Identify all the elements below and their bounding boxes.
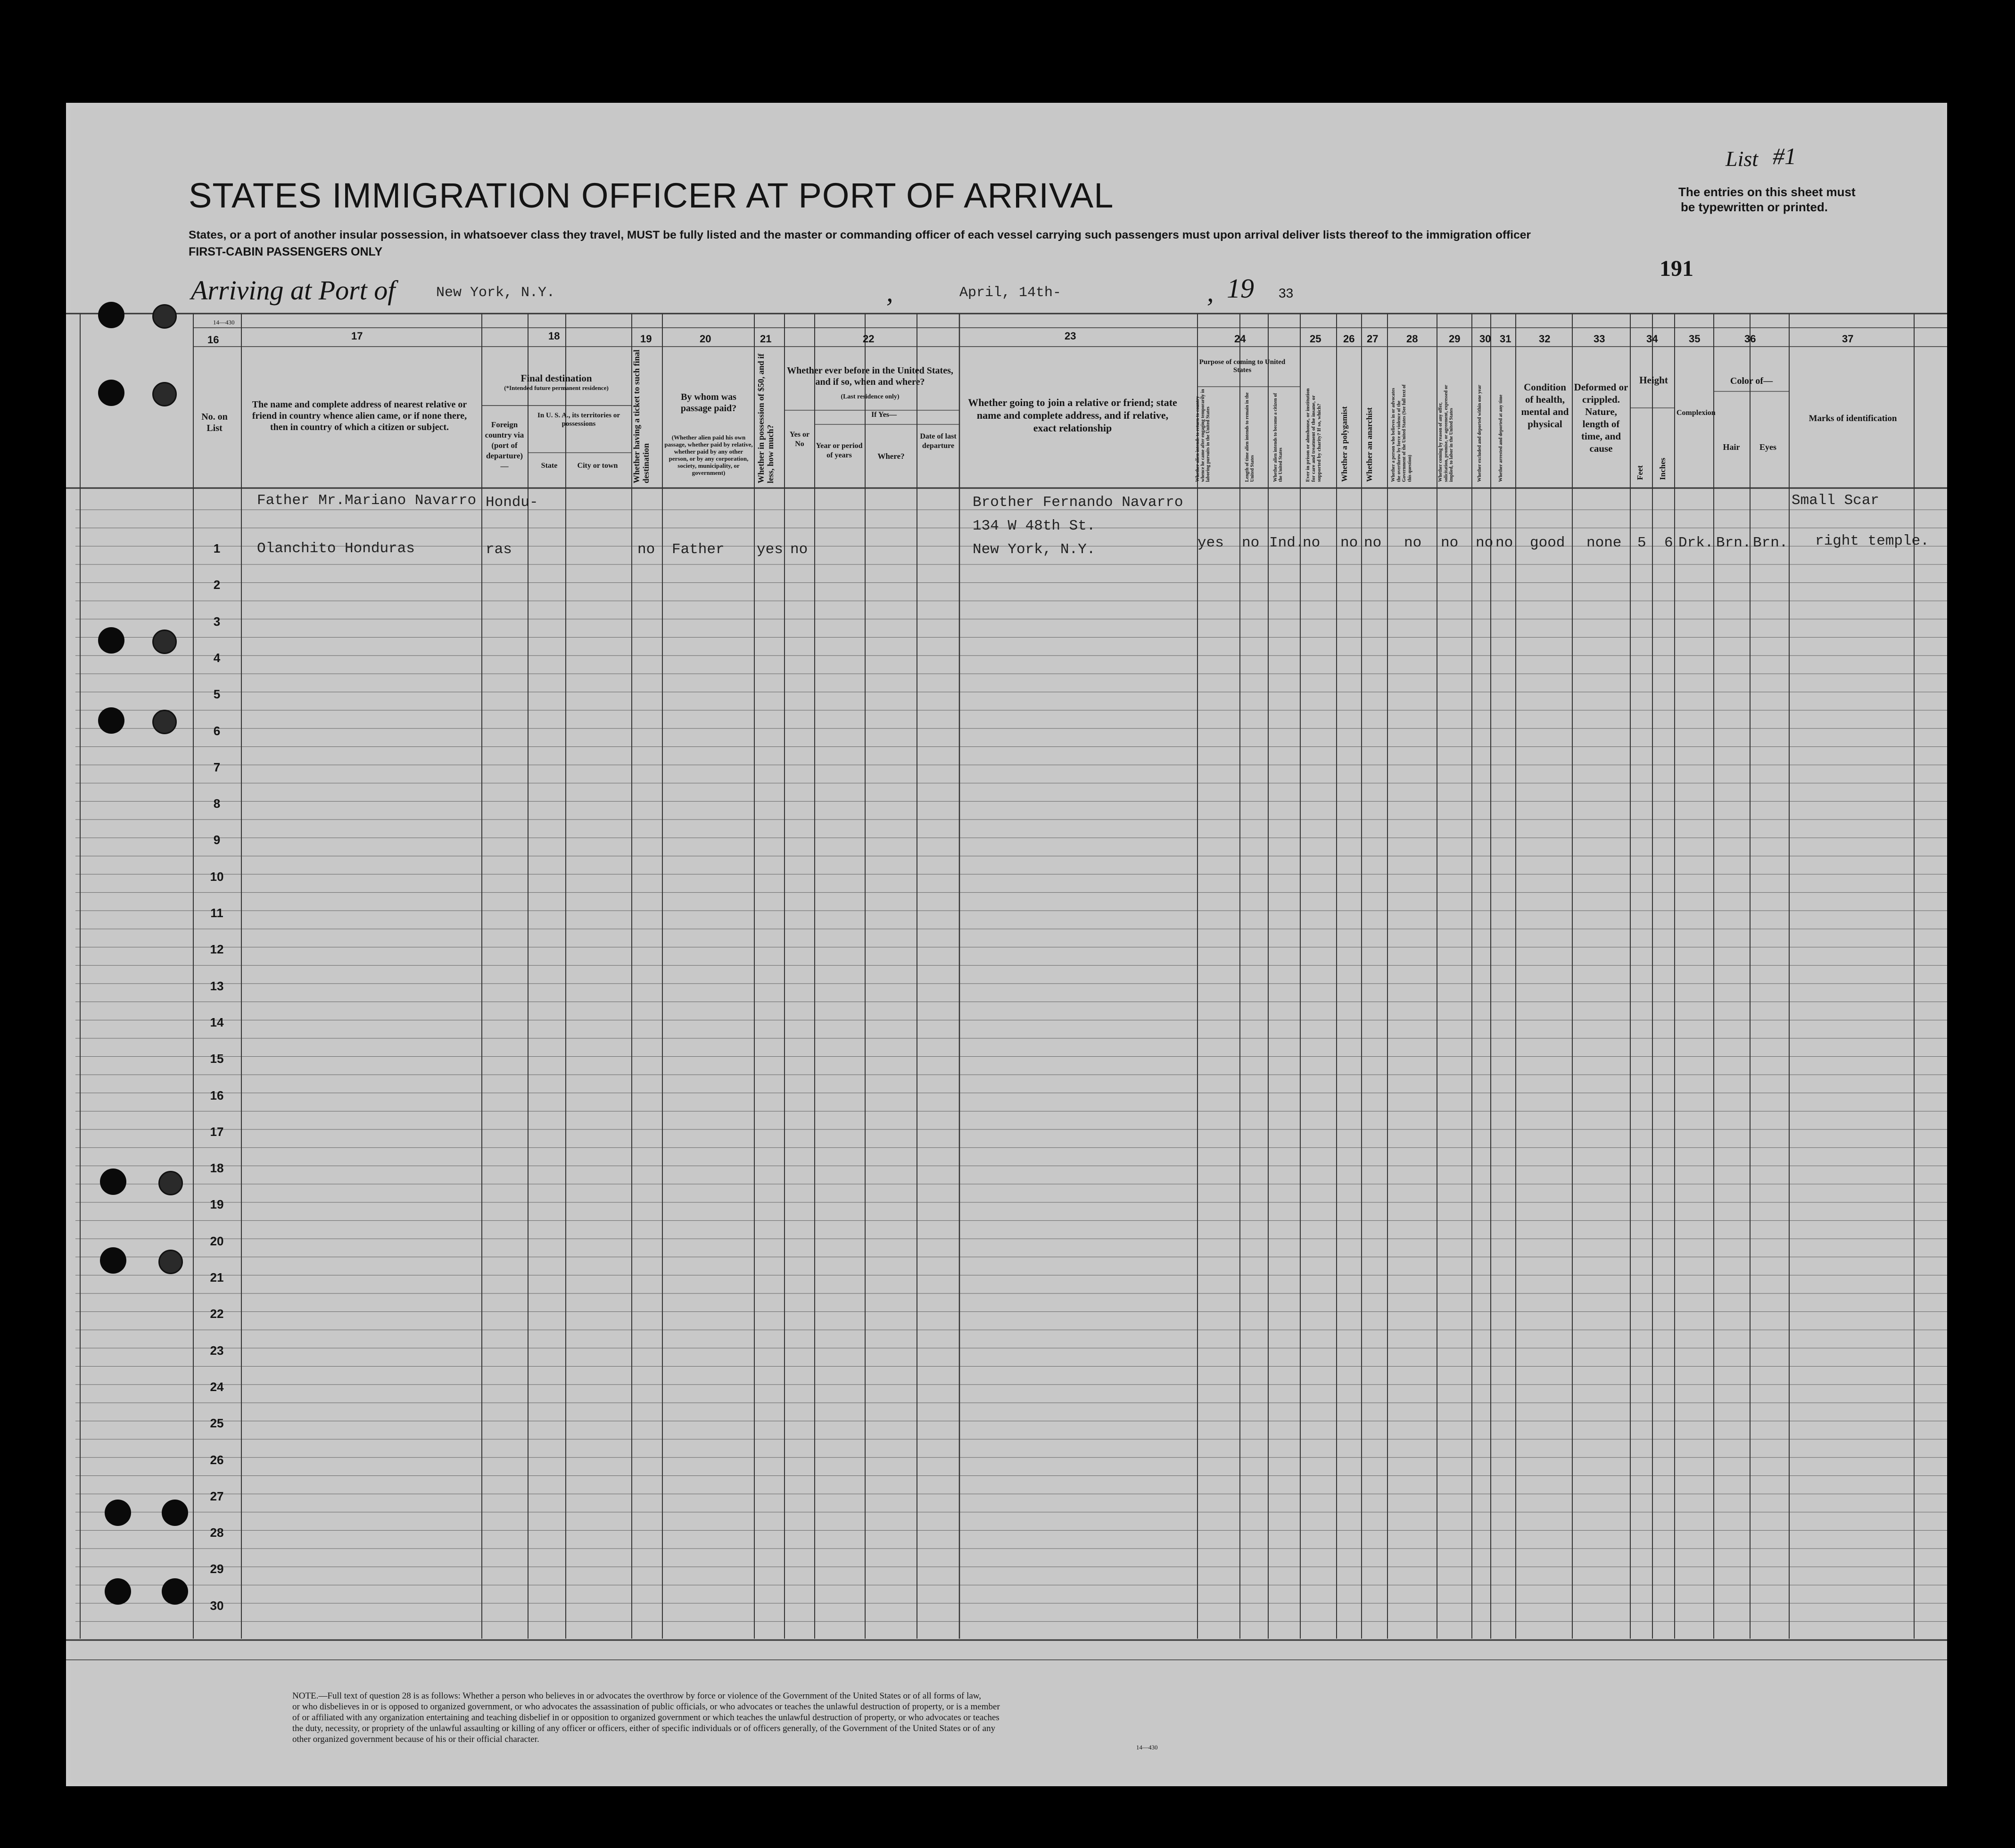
row-number: 22	[210, 1307, 224, 1321]
entry-return-intent: yes	[1197, 535, 1224, 551]
hdr-hair: Hair	[1723, 442, 1740, 452]
row-number: 13	[210, 978, 224, 993]
hdr-purpose-length: Length of time alien intends to remain in the United States	[1245, 392, 1255, 482]
hdr-state: State	[541, 462, 558, 470]
punch-hole-icon	[105, 1500, 131, 1526]
col-num-27: 27	[1367, 333, 1379, 345]
col-num-24: 24	[1234, 333, 1246, 345]
hdr-if-yes: If Yes—	[871, 411, 897, 419]
entry-foreign-country-2: ras	[486, 541, 512, 558]
hdr-yes-or-no: Yes or No	[789, 431, 810, 448]
col-num-23: 23	[1065, 330, 1076, 342]
punch-hole-icon	[158, 1250, 183, 1274]
hdr-q28: Whether a person who believes in or advocates the overthrow by force or violence of the Government of the United States (See full text of this question)	[1391, 384, 1412, 482]
hdr-passage-paid: By whom was passage paid?	[680, 392, 737, 414]
entry-arrested: no	[1495, 535, 1513, 551]
col-num-25: 25	[1310, 333, 1321, 345]
comma-1: ,	[886, 277, 893, 307]
footer-note-1: NOTE.—Full text of question 28 is as follows: Whether a person who believes in or advocates the overthrow by force or violence of the Government of the United States or of all forms of law,	[292, 1691, 982, 1701]
row-number: 15	[210, 1052, 224, 1066]
hdr-date-departure: Date of last departure	[920, 432, 957, 450]
entry-become-citizen: Ind.	[1269, 535, 1305, 551]
punch-hole-icon	[162, 1500, 188, 1526]
hdr-feet: Feet	[1635, 465, 1644, 480]
row-number: 19	[210, 1197, 224, 1212]
punch-hole-icon	[98, 380, 124, 406]
punch-hole-icon	[100, 1168, 126, 1195]
row-number: 12	[210, 942, 224, 957]
hdr-where: Where?	[877, 452, 905, 461]
hdr-purpose: Purpose of coming to United States	[1199, 358, 1286, 374]
punch-hole-icon	[98, 302, 124, 328]
entry-join-line3: New York, N.Y.	[973, 541, 1096, 558]
entry-marks-1: Small Scar	[1792, 492, 1880, 509]
hdr-health: Condition of health, mental and physical	[1521, 381, 1569, 430]
col-num-35: 35	[1689, 333, 1701, 345]
page-number: 191	[1660, 256, 1693, 281]
hdr-eyes: Eyes	[1759, 442, 1776, 452]
entry-health: good	[1530, 535, 1565, 551]
hdr-final-destination: Final destination	[520, 373, 592, 384]
entry-eyes: Brn.	[1753, 535, 1788, 551]
col-num-34: 34	[1646, 333, 1658, 345]
punch-hole-icon	[100, 1247, 126, 1274]
entry-polygamist: no	[1340, 535, 1358, 551]
entry-foreign-country-1: Hondu-	[486, 494, 538, 511]
hdr-complexion: Complexion	[1676, 409, 1716, 417]
col-num-29: 29	[1449, 333, 1461, 345]
hdr-relative: The name and complete address of nearest relative or friend in country whence alien came, or if none there, then in country of which a citizen or subject.	[252, 399, 467, 432]
row-number: 16	[210, 1088, 224, 1102]
page-title: STATES IMMIGRATION OFFICER AT PORT OF ARRIVAL	[189, 176, 1114, 215]
hdr-city: City or town	[577, 462, 618, 470]
hdr-in-usa: In U. S. A., its territories or possessions	[537, 412, 620, 428]
arriving-label: Arriving at Port of	[191, 275, 396, 306]
comma-2: ,	[1207, 277, 1214, 307]
punch-hole-icon	[152, 710, 177, 734]
entry-before-in-us: no	[790, 541, 808, 558]
entry-complexion: Drk.	[1678, 535, 1714, 551]
hdr-inches: Inches	[1658, 457, 1667, 480]
entry-anarchist: no	[1364, 535, 1382, 551]
hdr-final-destination-note: (*Intended future permanent residence)	[504, 384, 609, 391]
hdr-foreign-country: Foreign country via (port of departure)—	[485, 420, 524, 471]
entry-q28: no	[1404, 535, 1422, 551]
hdr-purpose-return: Whether alien intends to return to country whence he came after engaging temporarily in laboring pursuits in the United States	[1195, 389, 1211, 482]
punch-hole-icon	[105, 1578, 131, 1605]
row-number: 20	[210, 1234, 224, 1248]
col-num-19: 19	[640, 333, 652, 345]
row-number: 2	[213, 578, 221, 592]
port-value: New York, N.Y.	[436, 285, 555, 301]
hdr-prison: Ever in prison or almshouse, or institution for care and treatment of the insane, or supported by charity? If so, which?	[1305, 388, 1322, 482]
punch-hole-icon	[98, 627, 124, 654]
hdr-polygamist: Whether a polygamist	[1340, 406, 1349, 482]
col-num-20: 20	[700, 333, 711, 345]
row-number: 10	[210, 869, 224, 884]
entry-marks-2: right temple.	[1815, 533, 1929, 549]
row-number: 28	[210, 1525, 224, 1540]
row-number: 4	[213, 650, 221, 665]
hdr-year-period: Year or period of years	[816, 442, 863, 459]
hdr-before-in-us-note: (Last residence only)	[841, 393, 900, 400]
col-num-37: 37	[1842, 333, 1854, 345]
entry-length-of-stay: no	[1242, 535, 1260, 551]
hdr-deformed: Deformed or crippled. Nature, length of time, and cause	[1574, 381, 1628, 454]
row-number: 1	[213, 541, 221, 555]
hdr-join-relative: Whether going to join a relative or friend; state name and complete address, and if relative, exact relationship	[968, 397, 1177, 434]
row-number: 14	[210, 1015, 224, 1029]
row-number: 30	[210, 1598, 224, 1613]
col-num-26: 26	[1343, 333, 1355, 345]
row-number: 7	[213, 760, 221, 774]
col-num-16: 16	[207, 334, 219, 346]
entry-join-line1: Brother Fernando Navarro	[973, 494, 1183, 511]
hdr-arrested: Whether arrested and deported at any time	[1498, 394, 1503, 482]
entry-ticket: no	[637, 541, 655, 558]
entry-paid-by: Father	[672, 541, 725, 558]
year-suffix: 33	[1279, 286, 1294, 300]
hdr-purpose-citizen: Whether alien intends to become a citizen of the United States	[1273, 393, 1283, 482]
punch-hole-icon	[152, 382, 177, 406]
col-num-28: 28	[1406, 333, 1418, 345]
entry-q29: no	[1441, 535, 1459, 551]
entry-height-feet: 5	[1637, 535, 1646, 551]
row-number: 8	[213, 796, 221, 811]
entry-height-inches: 6	[1664, 535, 1673, 551]
col-num-22: 22	[863, 333, 875, 345]
footer-form-code: 14—430	[1136, 1744, 1158, 1751]
footer-note-2: or who disbelieves in or is opposed to organized government, or who advocates the assassination of public officials, or who advocates or teaches the unlawful destruction of property, or is a member	[292, 1702, 1000, 1712]
entries-note-1: The entries on this sheet must	[1678, 185, 1856, 199]
hdr-height: Height	[1639, 374, 1668, 386]
entry-hair: Brn.	[1716, 535, 1751, 551]
footer-note-4: the duty, necessity, or propriety of the unlawful assaulting or killing of any officer or officers, either of specific individuals or of officers generally, of the Government of the United States or of any	[292, 1724, 996, 1733]
hdr-q29: Whether coming by reason of any offer, solicitation, promise, or agreement, expressed or implied, to labor in the United States	[1438, 385, 1454, 482]
punch-hole-icon	[152, 630, 177, 654]
entry-relative-line1: Father Mr.Mariano Navarro	[257, 492, 477, 509]
row-number: 25	[210, 1416, 224, 1431]
hdr-ticket: Whether having a ticket to such final destination	[632, 349, 651, 483]
hdr-marks: Marks of identification	[1809, 414, 1897, 423]
row-number: 27	[210, 1489, 224, 1503]
row-number: 29	[210, 1562, 224, 1576]
entry-excluded: no	[1476, 535, 1494, 551]
col-num-21: 21	[760, 333, 772, 345]
footer-note-3: of or affiliated with any organization entertaining and teaching disbelief in or opposition to organized government or which teaches the unlawful destruction of property, or who advocates or teaches	[292, 1713, 999, 1723]
col-num-18: 18	[548, 330, 560, 342]
year-prefix: 19	[1227, 273, 1254, 304]
col-num-33: 33	[1594, 333, 1605, 345]
row-number: 6	[213, 723, 221, 738]
row-number: 24	[210, 1379, 224, 1394]
row-number: 17	[210, 1124, 224, 1139]
class-line: FIRST-CABIN PASSENGERS ONLY	[189, 245, 383, 258]
entry-join-line2: 134 W 48th St.	[973, 518, 1096, 534]
list-label: List	[1726, 147, 1759, 171]
col-num-31: 31	[1500, 333, 1511, 345]
col-num-30: 30	[1479, 333, 1491, 345]
row-number: 11	[210, 906, 223, 920]
row-number: 5	[213, 687, 221, 702]
date-value: April, 14th-	[959, 285, 1062, 301]
hdr-fifty-dollars: Whether in possession of $50, and if less, how much?	[756, 353, 775, 483]
punch-hole-icon	[98, 707, 124, 734]
hdr-no-on-list: No. on List	[201, 412, 228, 433]
row-number: 18	[210, 1161, 224, 1176]
hdr-anarchist: Whether an anarchist	[1365, 407, 1374, 482]
entry-prison: no	[1303, 535, 1321, 551]
row-number: 9	[213, 833, 221, 847]
entry-relative-line2: Olanchito Honduras	[257, 540, 415, 557]
entry-deformed: none	[1586, 535, 1622, 551]
col-num-36: 36	[1744, 333, 1756, 345]
footer-note-5: other organized government because of his or their official character.	[292, 1734, 539, 1744]
hdr-before-in-us: Whether ever before in the United States, and if so, when and where?	[787, 365, 953, 387]
row-number: 21	[210, 1270, 224, 1284]
list-value: #1	[1773, 143, 1796, 169]
hdr-color-of: Color of—	[1730, 376, 1773, 386]
entry-has-50: yes	[757, 541, 783, 558]
form-code-top: 14—430	[213, 319, 235, 326]
punch-hole-icon	[152, 304, 177, 329]
row-number: 3	[213, 614, 221, 629]
col-num-32: 32	[1539, 333, 1551, 345]
row-number: 26	[210, 1452, 224, 1467]
instruction-line: States, or a port of another insular possession, in whatsoever class they travel, MUST be fully listed and the master or commanding officer of each vessel carrying such passengers must upon arrival deliver lists thereof to the immigration officer	[189, 229, 1531, 241]
row-number: 23	[210, 1343, 224, 1358]
col-num-17: 17	[351, 330, 363, 342]
punch-hole-icon	[158, 1171, 183, 1195]
punch-hole-icon	[162, 1578, 188, 1605]
hdr-excluded: Whether excluded and deported within one year	[1477, 385, 1482, 482]
hdr-passage-paid-note: (Whether alien paid his own passage, whether paid by relative, whether paid by any other person, or by any corporation, society, municipality, or government)	[664, 434, 753, 476]
entries-note-2: be typewritten or printed.	[1681, 200, 1828, 214]
